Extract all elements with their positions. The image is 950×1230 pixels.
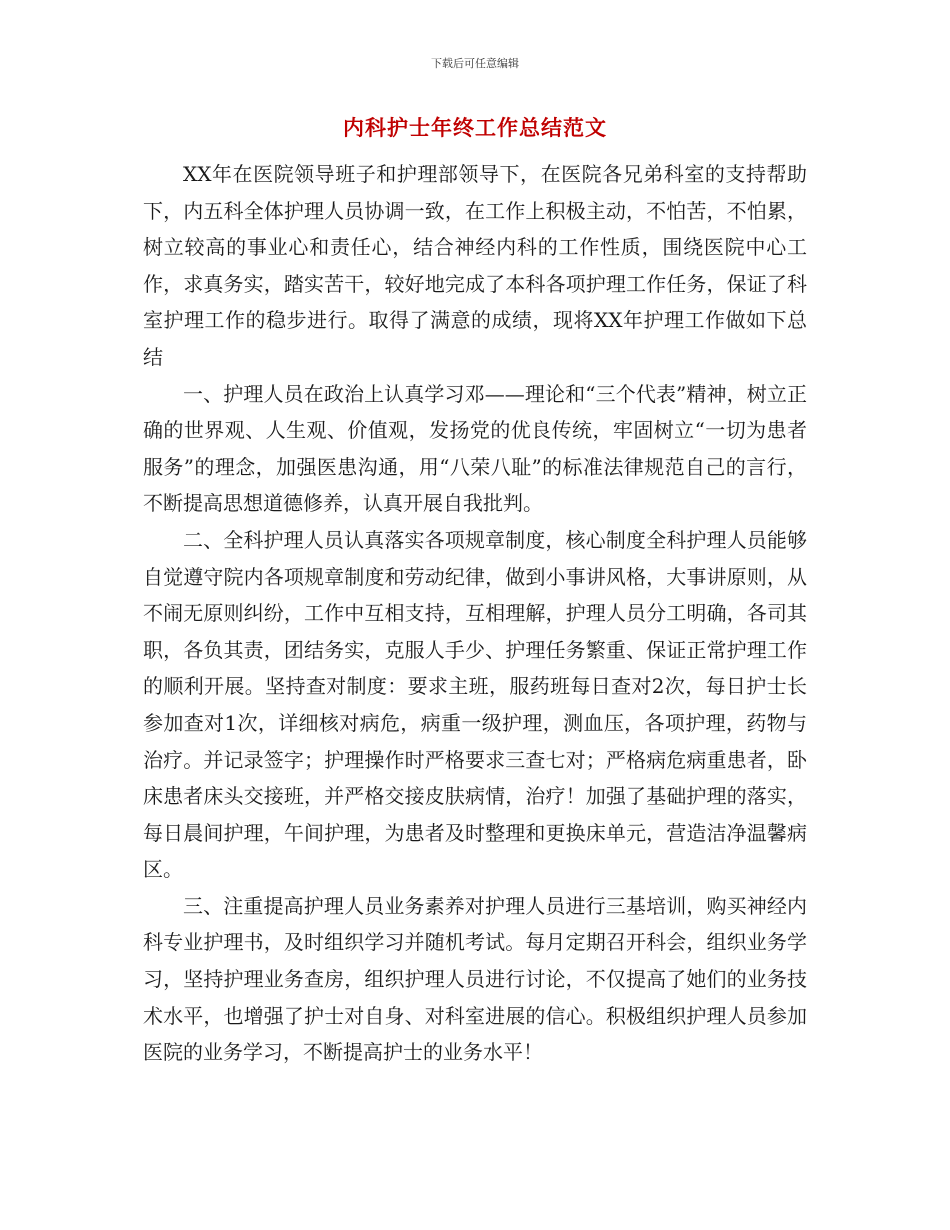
- paragraph-section-1: 一、护理人员在政治上认真学习邓——理论和“三个代表”精神，树立正确的世界观、人生观、价值观，发扬党的优良传统，牢固树立“一切为患者服务”的理念，加强医患沟通，用“八荣八耻”的标准法律规范自己的言行，不断提高思想道德修养，认真开展自我批判。: [143, 381, 807, 516]
- paragraph-intro: XX年在医院领导班子和护理部领导下，在医院各兄弟科室的支持帮助下，内五科全体护理人员协调一致，在工作上积极主动，不怕苦，不怕累，树立较高的事业心和责任心，结合神经内科的工作性质，围绕医院中心工作，求真务实，踏实苦干，较好地完成了本科各项护理工作任务，保证了科室护理工作的稳步进行。取得了满意的成绩，现将XX年护理工作做如下总结: [143, 162, 807, 369]
- document-body: [143, 156, 807, 1071]
- document-title: 内科护士年终工作总结范文: [343, 115, 607, 140]
- header-note: 下载后可任意编辑: [431, 57, 519, 70]
- paragraph-section-2: 二、全科护理人员认真落实各项规章制度，核心制度全科护理人员能够自觉遵守院内各项规章制度和劳动纪律，做到小事讲风格，大事讲原则，从不闹无原则纠纷，工作中互相支持，互相理解，护理人员分工明确，各司其职，各负其责，团结务实，克服人手少、护理任务繁重、保证正常护理工作的顺利开展。坚持查对制度：要求主班，服药班每日查对2次，每日护士长参加查对1次，详细核对病危，病重一级护理，测血压，各项护理，药物与治疗。并记录签字；护理操作时严格要求三查七对；严格病危病重患者，卧床患者床头交接班，并严格交接皮肤病情，治疗！加强了基础护理的落实，每日晨间护理，午间护理，为患者及时整理和更换床单元，营造洁净温馨病区。: [143, 527, 807, 882]
- paragraph-section-3: 三、注重提高护理人员业务素养对护理人员进行三基培训，购买神经内科专业护理书，及时组织学习并随机考试。每月定期召开科会，组织业务学习，坚持护理业务查房，组织护理人员进行讨论，不仅提高了她们的业务技术水平，也增强了护士对自身、对科室进展的信心。积极组织护理人员参加医院的业务学习，不断提高护士的业务水平！: [143, 893, 807, 1065]
